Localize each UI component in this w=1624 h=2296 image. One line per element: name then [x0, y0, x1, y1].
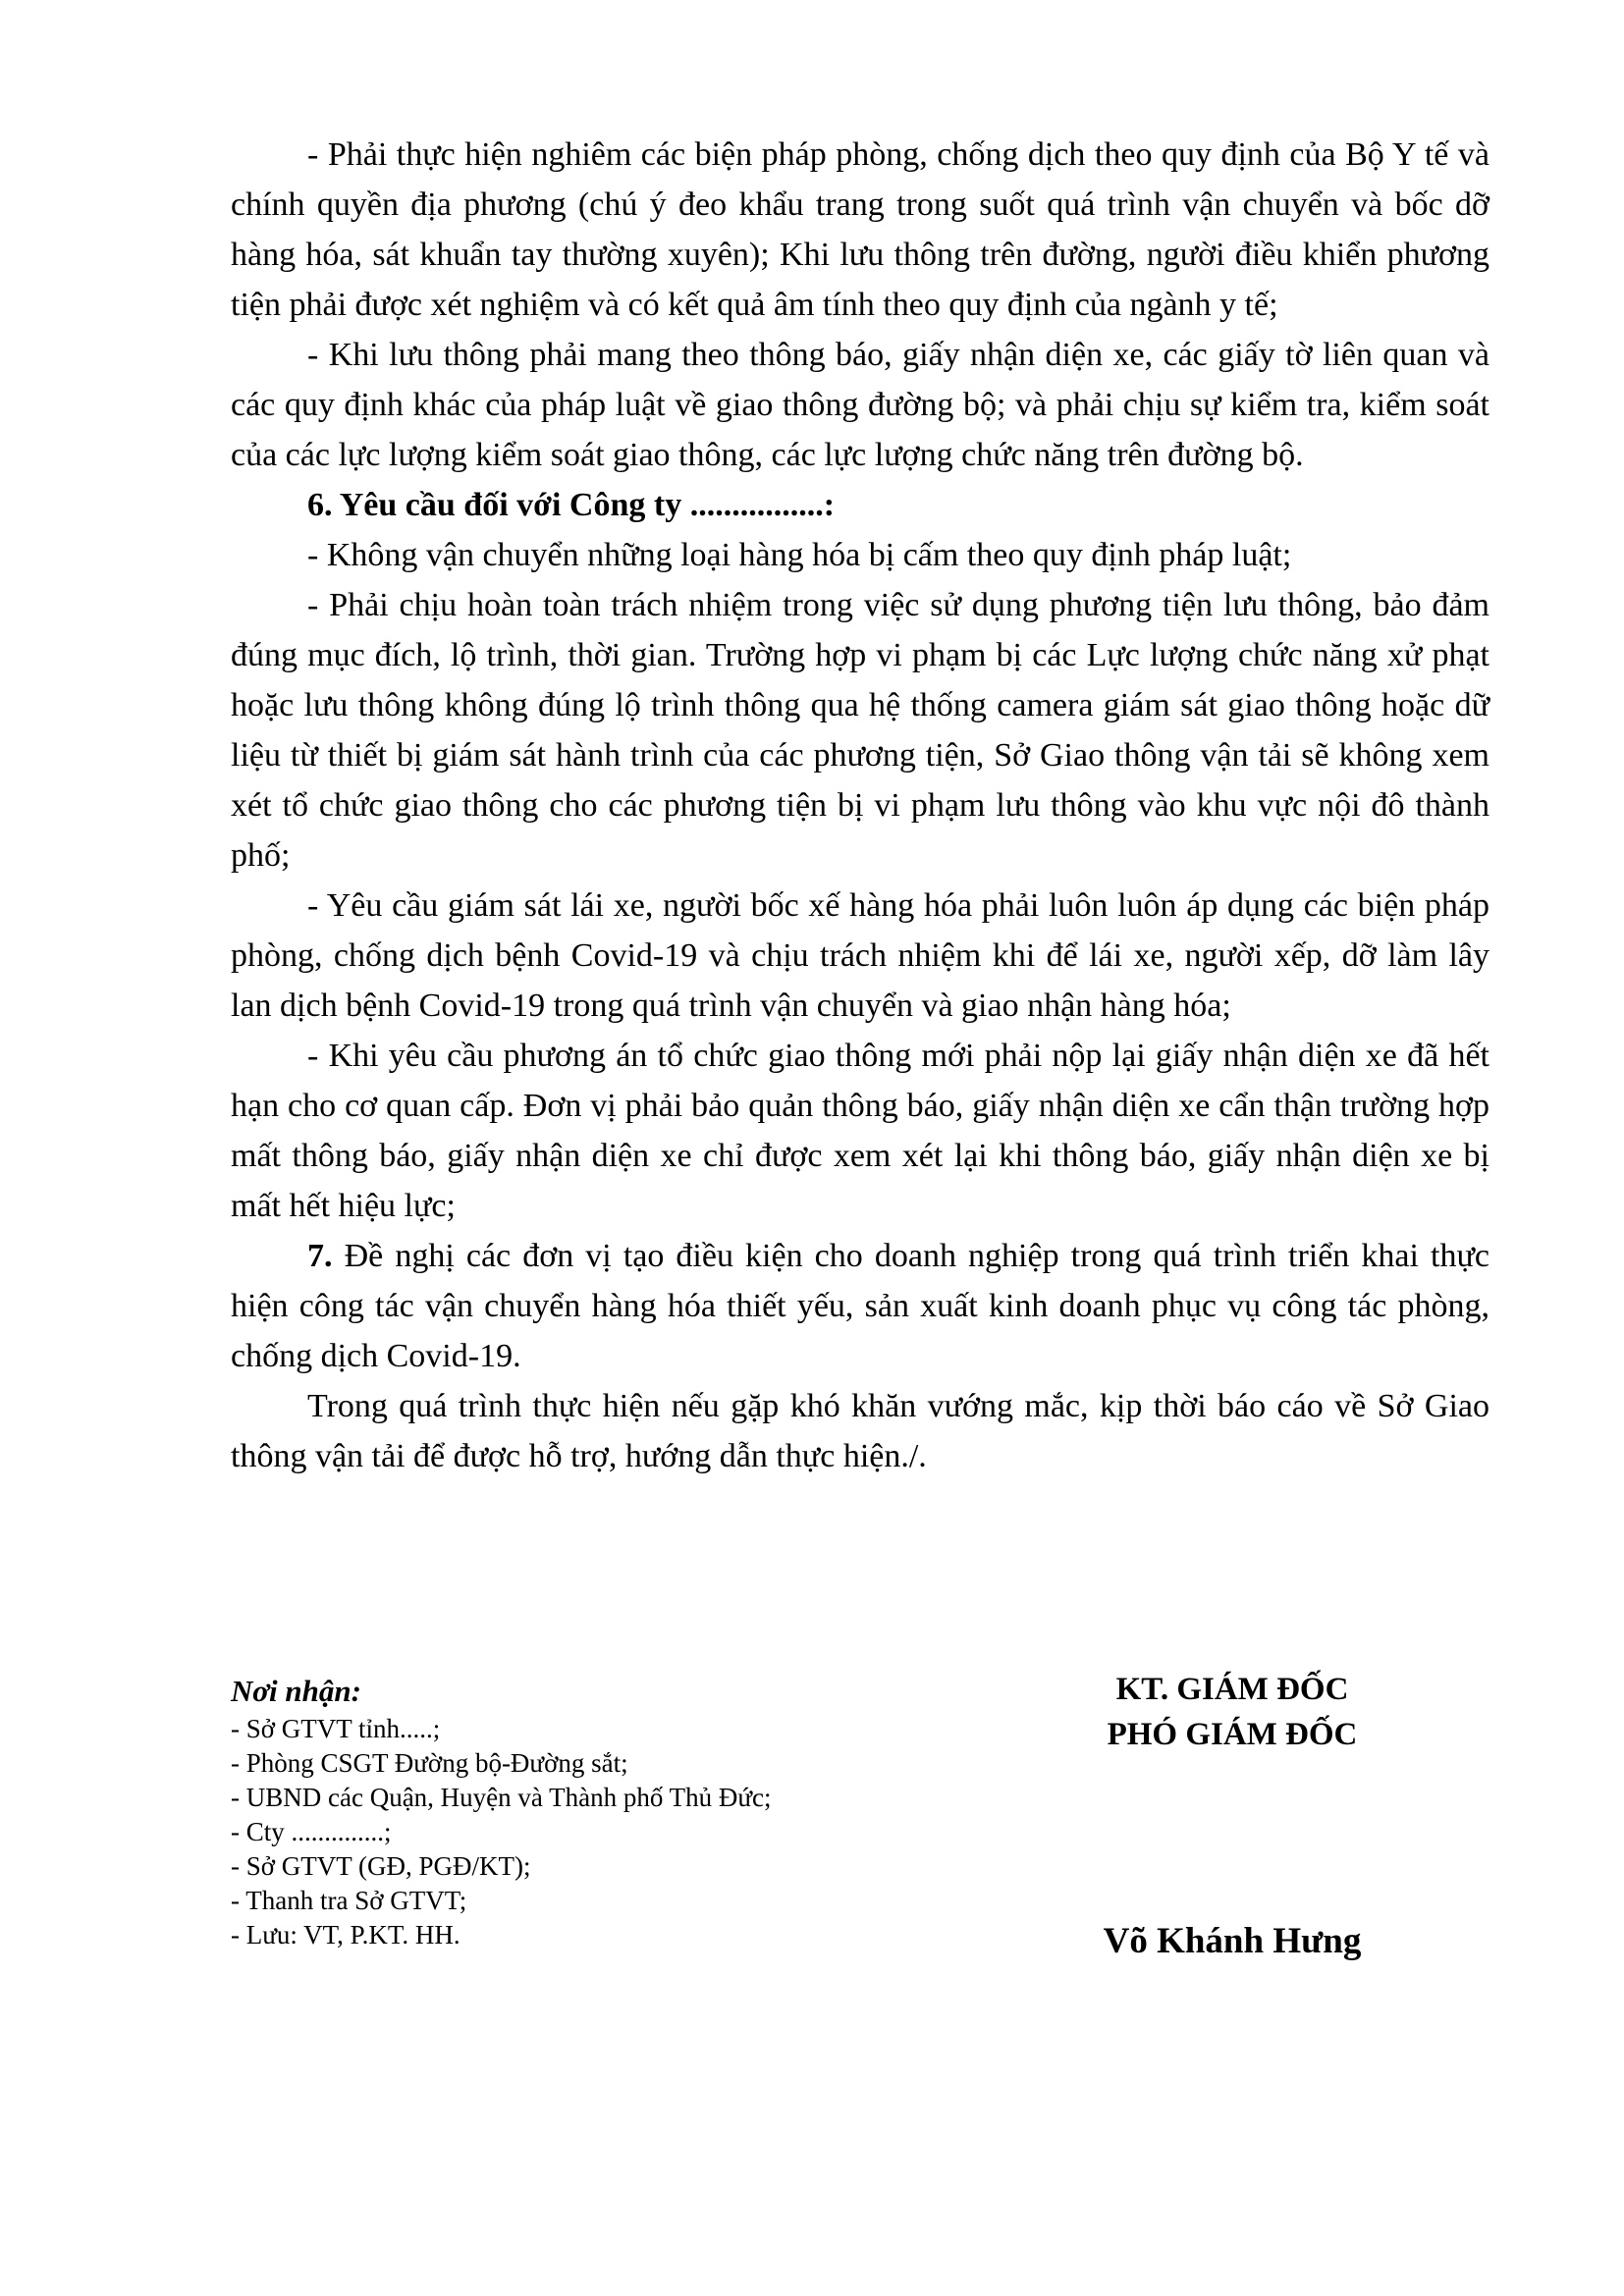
body-paragraph-khong-van-chuyen: - Không vận chuyển những loại hàng hóa bị cấm theo quy định pháp luật; [307, 537, 1292, 573]
recipient-item: - Lưu: VT, P.KT. HH. [231, 1920, 460, 1949]
recipient-item: - Thanh tra Sở GTVT; [231, 1886, 467, 1915]
recipients-block [231, 1671, 918, 1952]
signature-block [1011, 1667, 1453, 1963]
recipients-label: Nơi nhận: [231, 1674, 361, 1708]
signature-title-line1: KT. GIÁM ĐỐC [1115, 1672, 1349, 1707]
document-body [231, 130, 1489, 1481]
recipient-item: - Sở GTVT (GĐ, PGĐ/KT); [231, 1851, 531, 1881]
body-paragraph-phong-chong-dich: - Phải thực hiện nghiêm các biện pháp phòng, chống dịch theo quy định của Bộ Y tế và chính quyền địa phương (chú ý đeo khẩu trang trong suốt quá trình vận chuyển và bốc dỡ hàng hóa, sát khuẩn tay thường xuyên); Khi lưu thông trên đường, người điều khiển phương tiện phải được xét nghiệm và có kết quả âm tính theo quy định của ngành y tế; [231, 136, 1489, 323]
body-paragraph-giay-nhan-dien: - Khi yêu cầu phương án tổ chức giao thông mới phải nộp lại giấy nhận diện xe đã hết hạn cho cơ quan cấp. Đơn vị phải bảo quản thông báo, giấy nhận diện xe cẩn thận trường hợp mất thông báo, giấy nhận diện xe chỉ được xem xét lại khi thông báo, giấy nhận diện xe bị mất hết hiệu lực; [231, 1038, 1489, 1224]
recipient-item: - Cty ..............; [231, 1817, 392, 1846]
recipients-list [231, 1712, 918, 1952]
body-paragraph-giam-sat-lai-xe: - Yêu cầu giám sát lái xe, người bốc xế hàng hóa phải luôn luôn áp dụng các biện pháp phòng, chống dịch bệnh Covid-19 và chịu trách nhiệm khi để lái xe, người xếp, dỡ làm lây lan dịch bệnh Covid-19 trong quá trình vận chuyển và giao nhận hàng hóa; [231, 887, 1489, 1024]
signer-name: Võ Khánh Hưng [1103, 1921, 1362, 1961]
body-paragraph-trach-nhiem: - Phải chịu hoàn toàn trách nhiệm trong việc sử dụng phương tiện lưu thông, bảo đảm đúng mục đích, lộ trình, thời gian. Trường hợp vi phạm bị các Lực lượng chức năng xử phạt hoặc lưu thông không đúng lộ trình thông qua hệ thống camera giám sát giao thông hoặc dữ liệu từ thiết bị giám sát hành trình của các phương tiện, Sở Giao thông vận tải sẽ không xem xét tổ chức giao thông cho các phương tiện bị vi phạm lưu thông vào khu vực nội đô thành phố; [231, 587, 1489, 874]
section-7-number: 7. [307, 1238, 333, 1274]
body-paragraph-khi-luu-thong: - Khi lưu thông phải mang theo thông báo, giấy nhận diện xe, các giấy tờ liên quan và các quy định khác của pháp luật về giao thông đường bộ; và phải chịu sự kiểm tra, kiểm soát của các lực lượng kiểm soát giao thông, các lực lượng chức năng trên đường bộ. [231, 337, 1489, 473]
recipient-item: - Sở GTVT tỉnh.....; [231, 1714, 441, 1743]
closing-paragraph: Trong quá trình thực hiện nếu gặp khó khăn vướng mắc, kịp thời báo cáo về Sở Giao thông vận tải để được hỗ trợ, hướng dẫn thực hiện./. [231, 1388, 1489, 1474]
section-7-paragraph [231, 1231, 1489, 1381]
recipient-item: - Phòng CSGT Đường bộ-Đường sắt; [231, 1748, 628, 1778]
recipient-item: - UBND các Quận, Huyện và Thành phố Thủ Đức; [231, 1783, 772, 1812]
signature-title-line2: PHÓ GIÁM ĐỐC [1107, 1717, 1358, 1752]
section-6-heading: 6. Yêu cầu đối với Công ty ................: [307, 487, 836, 523]
section-7-text: Đề nghị các đơn vị tạo điều kiện cho doanh nghiệp trong quá trình triển khai thực hiện công tác vận chuyển hàng hóa thiết yếu, sản xuất kinh doanh phục vụ công tác phòng, chống dịch Covid-19. [231, 1238, 1489, 1374]
